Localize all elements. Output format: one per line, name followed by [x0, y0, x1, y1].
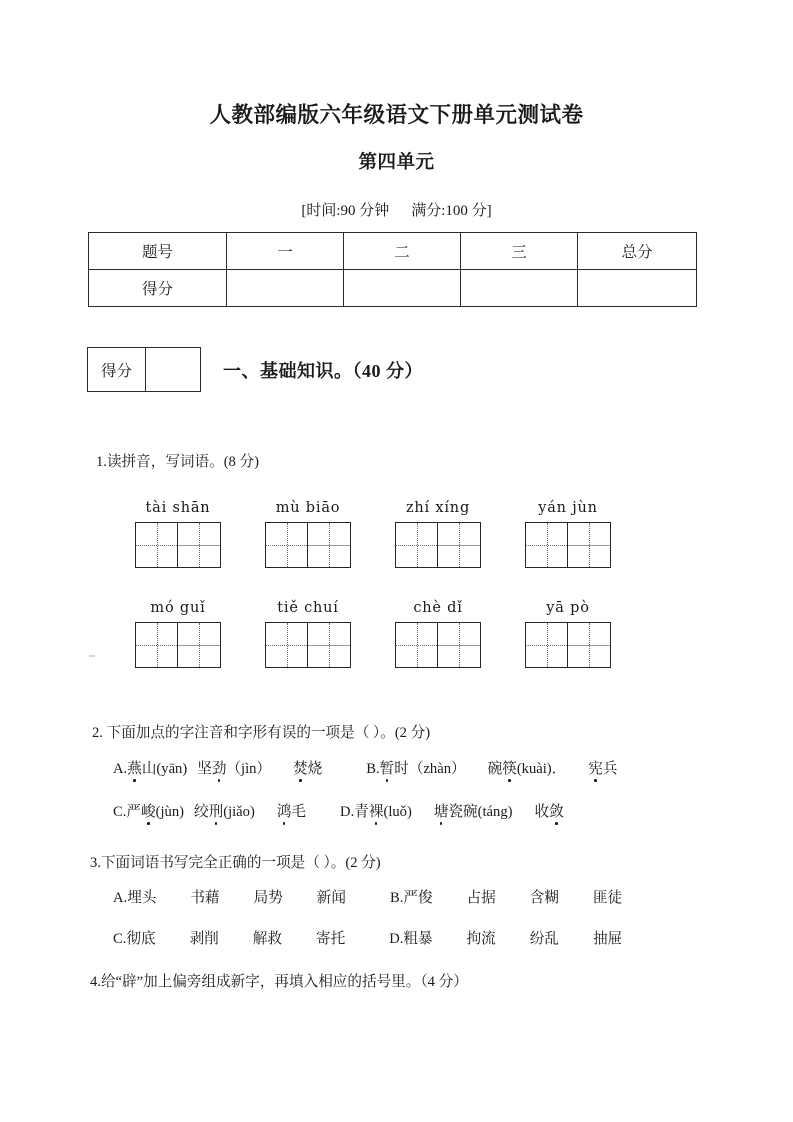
exam-total-score: 满分:100 分]	[411, 203, 492, 219]
pinyin-item-1	[135, 500, 221, 568]
pinyin-label-1: tài shān	[145, 500, 211, 516]
option-3a-word-3: 局势	[253, 890, 283, 906]
pinyin-label-6: tiě chuí	[277, 600, 339, 616]
question-1-prompt: 1.读拼音，写词语。(8 分)	[96, 454, 259, 470]
section-title: 一、基础知识。（40 分）	[223, 360, 423, 381]
option-2d-mark: D.	[340, 804, 355, 820]
pinyin-item-7	[395, 600, 481, 668]
pinyin-label-3: zhí xíng	[405, 500, 471, 516]
writing-grid-5[interactable]	[135, 622, 221, 668]
writing-grid-4[interactable]	[525, 522, 611, 568]
table-header-section-1: 一	[227, 233, 344, 270]
option-2a-word-3: 烧	[307, 761, 323, 777]
table-header-section-2: 二	[344, 233, 461, 270]
question-3-options-ab	[113, 886, 622, 907]
pinyin-item-3	[395, 500, 481, 568]
option-2a-word-1: 山(yān)	[141, 761, 188, 777]
pinyin-label-5: mó guǐ	[150, 600, 206, 616]
option-3b-word-2: 占据	[466, 890, 496, 906]
option-2a-dotted-char-1: 燕	[127, 757, 142, 778]
option-3d-word-2: 拘流	[466, 931, 496, 947]
option-2c-dotted-char-3: 鸿	[277, 800, 292, 821]
option-2d-word-1: (luǒ)	[383, 804, 412, 820]
option-3a-word-4: 新闻	[316, 890, 346, 906]
option-3a-word-2: 书藉	[190, 890, 220, 906]
option-3c-word-2: 剥削	[189, 931, 219, 947]
option-3d-mark: D.粗暴	[389, 931, 433, 947]
option-2d-word-1-pre: 青	[354, 804, 369, 820]
question-2-prompt: 2. 下面加点的字注音和字形有误的一项是（ ）。(2 分)	[92, 725, 431, 741]
pinyin-label-7: chè dǐ	[413, 600, 463, 616]
pinyin-label-8: yā pò	[546, 600, 590, 616]
score-cell-section-3[interactable]	[461, 270, 578, 307]
question-2-options-ab	[113, 757, 617, 778]
exam-meta	[0, 199, 793, 220]
pinyin-item-5	[135, 600, 221, 668]
option-2b-word-1: 时（zhàn）	[394, 761, 466, 777]
option-2b-dotted-char-2: 筷	[502, 757, 517, 778]
question-3-options-cd	[113, 927, 622, 948]
option-2c-word-1: (jùn)	[155, 804, 184, 820]
unit-subtitle: 第四单元	[358, 153, 435, 173]
score-cell-total[interactable]	[578, 270, 697, 307]
question-4-prompt: 4.给“辟”加上偏旁组成新字，再填入相应的括号里。（4 分）	[90, 974, 468, 990]
option-2a-mark: A.	[113, 761, 128, 777]
option-2c-dotted-char-1: 峻	[141, 800, 156, 821]
option-2d-dotted-char-3: 敛	[549, 800, 564, 821]
section-score-input[interactable]	[146, 348, 200, 391]
option-2b-word-3: 兵	[602, 761, 618, 777]
option-2a-dotted-char-3: 焚	[293, 757, 308, 778]
writing-grid-1[interactable]	[135, 522, 221, 568]
option-2d-word-3-pre: 收	[534, 804, 550, 820]
option-2b-dotted-char-1: 暂	[380, 757, 395, 778]
option-2c-word-1-pre: 严	[126, 804, 141, 820]
option-3d-word-3: 纷乱	[529, 931, 559, 947]
writing-grid-2[interactable]	[265, 522, 351, 568]
option-2c-word-2: (jiǎo)	[223, 804, 255, 820]
writing-grid-3[interactable]	[395, 522, 481, 568]
option-2d-dotted-char-1: 裸	[369, 800, 384, 821]
pinyin-label-2: mù biāo	[275, 500, 341, 516]
table-row-score-label: 得分	[89, 270, 227, 307]
score-cell-section-1[interactable]	[227, 270, 344, 307]
pinyin-item-4	[525, 500, 611, 568]
table-header-section-3: 三	[461, 233, 578, 270]
table-header-total: 总分	[578, 233, 697, 270]
option-2a-dotted-char-2: 劲	[212, 757, 227, 778]
option-2c-mark: C.	[113, 804, 127, 820]
option-3c-mark: C.彻底	[113, 931, 156, 947]
option-2b-word-2: (kuài)．	[516, 761, 567, 777]
question-2-options-cd	[113, 800, 564, 821]
scan-artifact	[89, 655, 95, 657]
option-3c-word-4: 寄托	[315, 931, 346, 947]
pinyin-item-2	[265, 500, 351, 568]
option-3d-word-4: 抽屉	[592, 931, 623, 947]
option-2c-dotted-char-2: 刑	[209, 800, 224, 821]
page-title: 人教部编版六年级语文下册单元测试卷	[209, 103, 584, 127]
table-row-score	[89, 270, 697, 307]
option-3a-mark: A.埋头	[113, 890, 157, 906]
section-score-box	[87, 347, 201, 392]
option-3b-mark: B.严俊	[390, 890, 433, 906]
question-3-prompt: 3.下面词语书写完全正确的一项是（ ）。(2 分)	[90, 855, 381, 871]
option-2d-dotted-char-2: 塘	[434, 800, 449, 821]
option-2b-word-2-pre: 碗	[487, 761, 503, 777]
option-3c-word-3: 解救	[252, 931, 282, 947]
option-3b-word-3: 含糊	[529, 890, 559, 906]
writing-grid-7[interactable]	[395, 622, 481, 668]
score-summary-table	[88, 232, 697, 307]
table-header-question-label: 题号	[89, 233, 227, 270]
pinyin-label-4: yán jùn	[538, 500, 598, 516]
option-2c-word-2-pre: 绞	[193, 804, 209, 820]
exam-time: [时间:90 分钟	[301, 203, 390, 219]
writing-grid-6[interactable]	[265, 622, 351, 668]
option-2c-word-3: 毛	[291, 804, 307, 820]
section-score-label: 得分	[88, 348, 146, 391]
section-heading-block	[87, 347, 423, 392]
option-2b-mark: B.	[366, 761, 380, 777]
score-cell-section-2[interactable]	[344, 270, 461, 307]
option-2a-word-2: （jìn）	[226, 761, 272, 777]
option-2a-word-2-pre: 坚	[197, 761, 212, 777]
table-row-header	[89, 233, 697, 270]
option-3b-word-4: 匪徒	[592, 890, 623, 906]
pinyin-item-8	[525, 600, 611, 668]
writing-grid-8[interactable]	[525, 622, 611, 668]
option-2d-word-2: 瓷碗(táng)	[448, 804, 513, 820]
option-2b-dotted-char-3: 宪	[588, 757, 603, 778]
pinyin-item-6	[265, 600, 351, 668]
